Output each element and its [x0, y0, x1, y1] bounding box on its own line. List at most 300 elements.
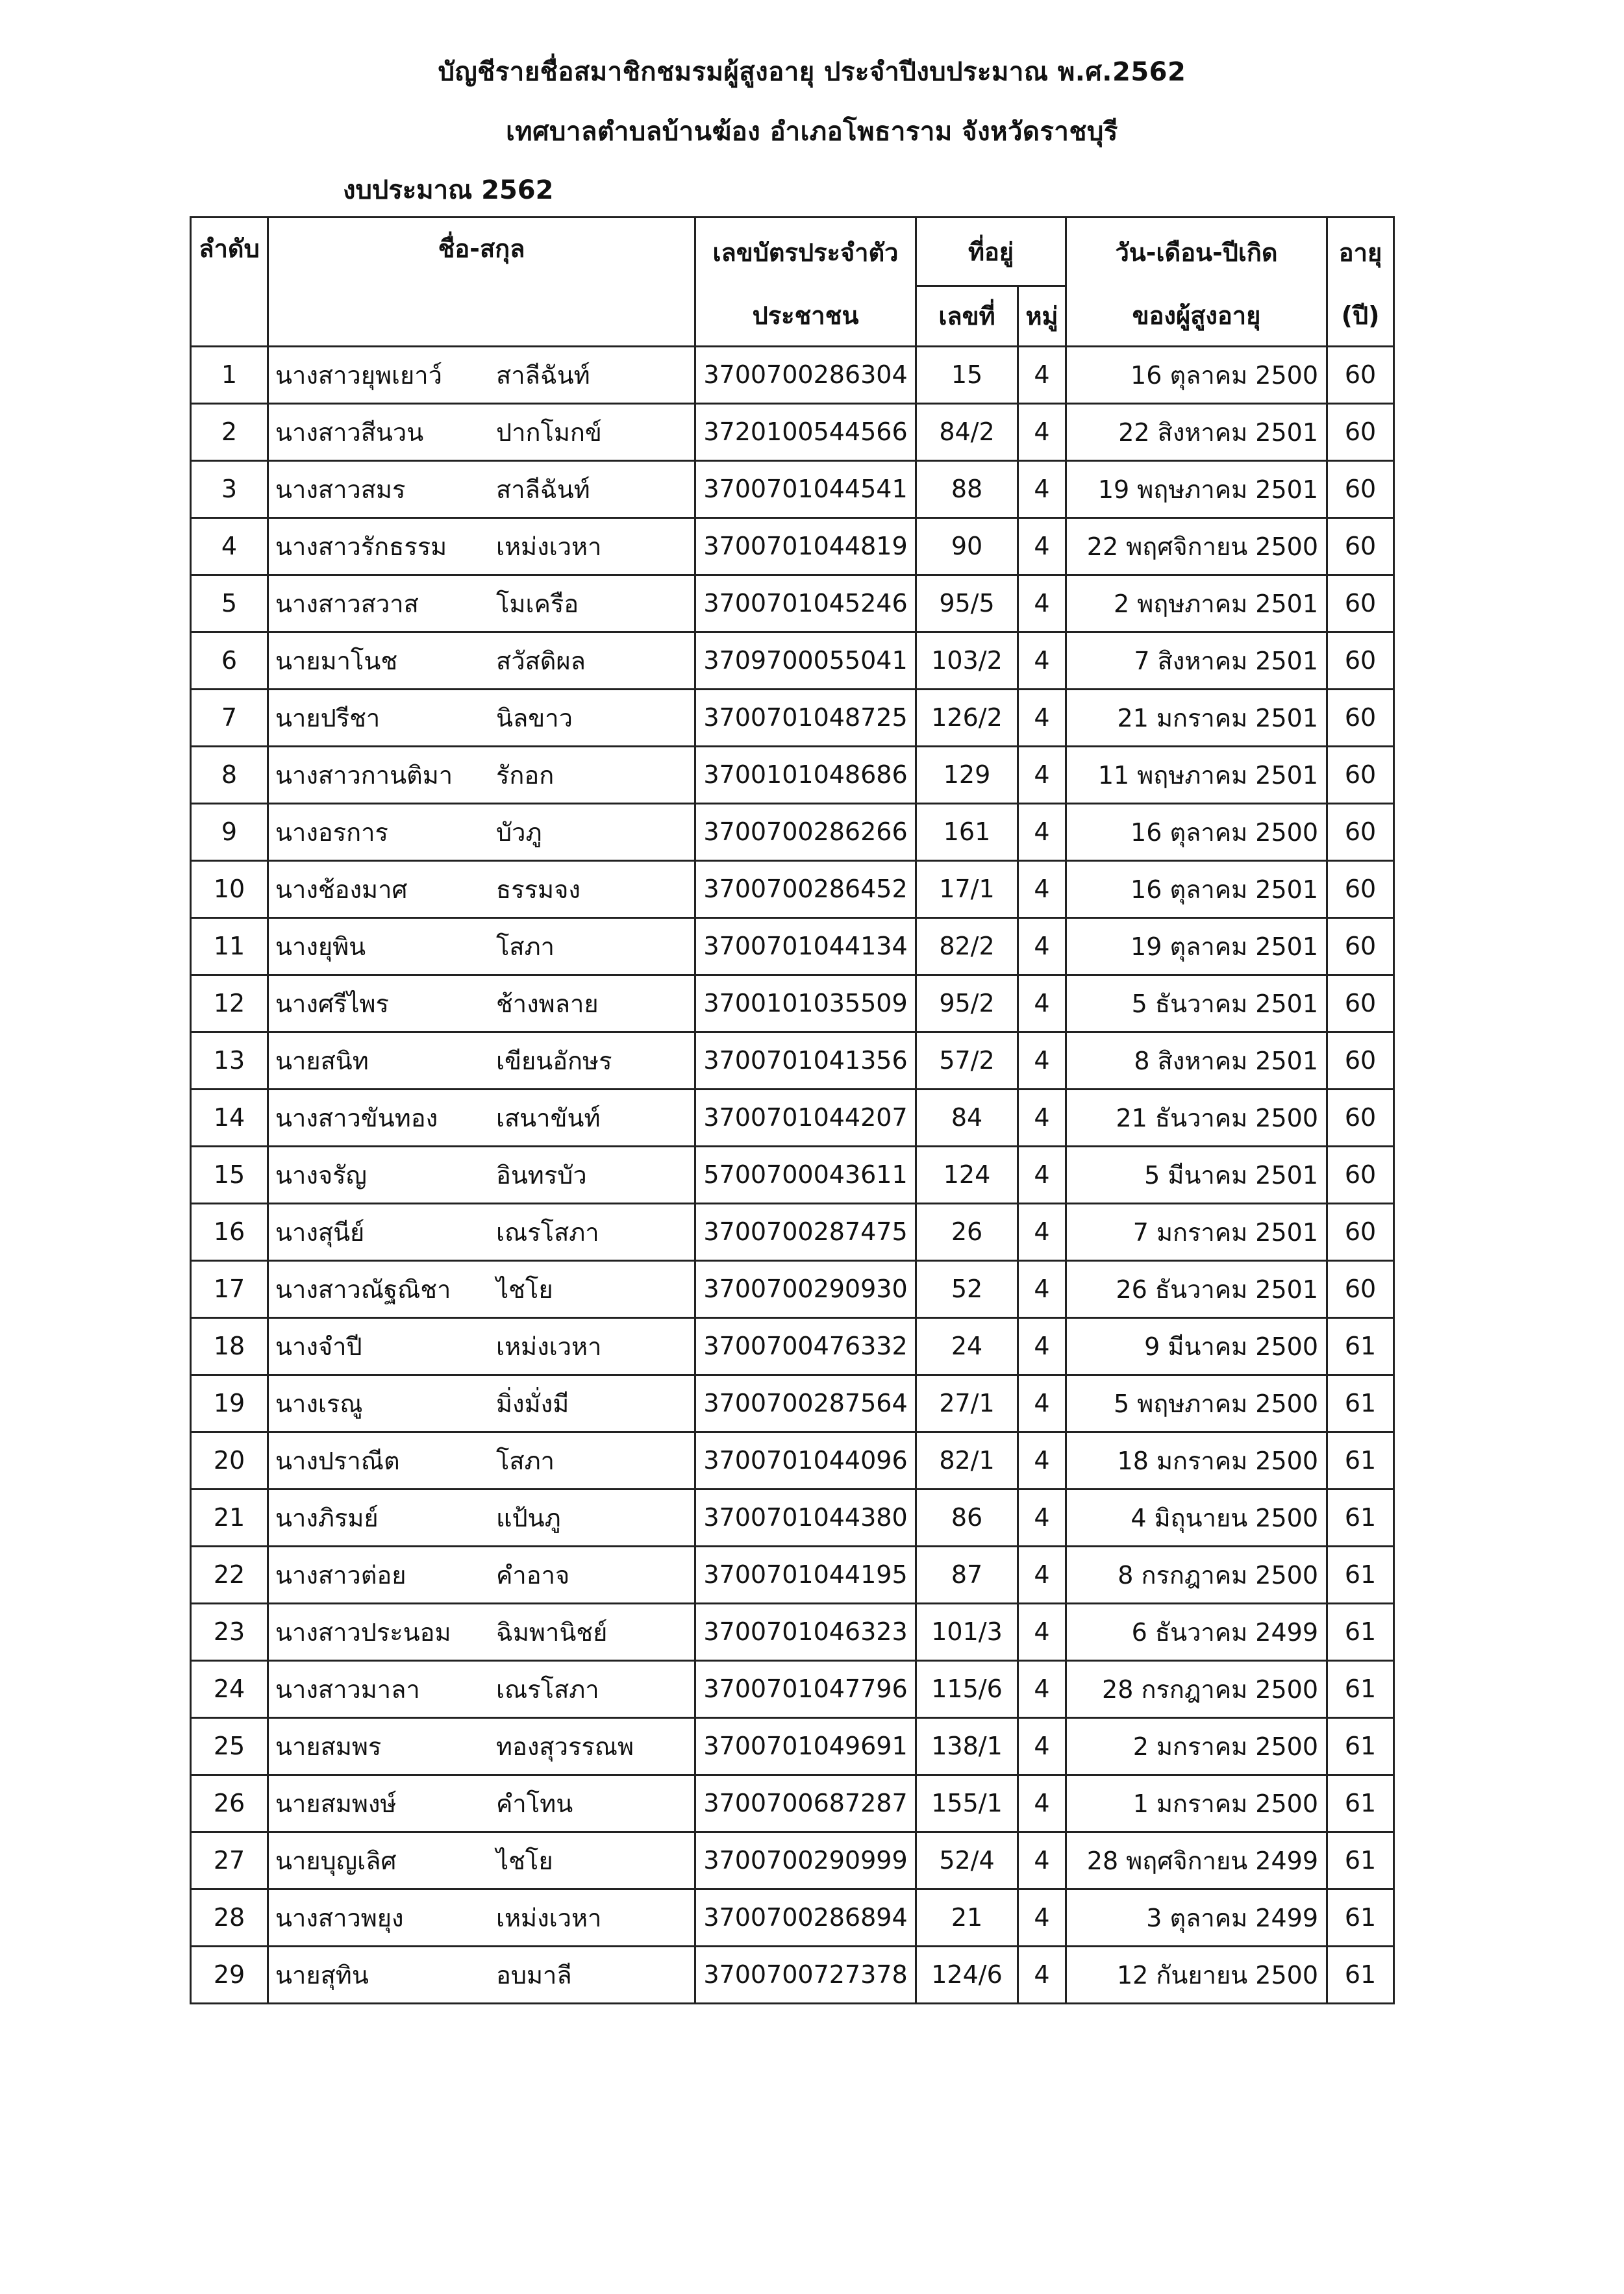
- last-name: เสนาขันท์: [496, 1103, 601, 1132]
- cell-dob: 8 กรกฎาคม 2500: [1066, 1546, 1327, 1603]
- table-row: [191, 860, 1394, 917]
- last-name: ธรรมจง: [496, 875, 581, 904]
- cell-id-number: 3709700055041: [695, 632, 916, 689]
- last-name: สาลีฉันท์: [496, 360, 590, 390]
- cell-age: 61: [1327, 1889, 1394, 1946]
- cell-dob: 7 สิงหาคม 2501: [1066, 632, 1327, 689]
- table-row: [191, 1032, 1394, 1089]
- header-id-line1: เลขบัตรประจำตัว: [695, 218, 916, 286]
- first-name: นางสาวสวาส: [275, 589, 419, 618]
- cell-order: 11: [191, 917, 268, 975]
- cell-house-no: 115/6: [916, 1660, 1018, 1717]
- first-name: นายสมพร: [275, 1732, 382, 1761]
- cell-age: 60: [1327, 860, 1394, 917]
- cell-name: [268, 517, 695, 575]
- first-name: นางศรีไพร: [275, 989, 389, 1018]
- cell-house-no: 17/1: [916, 860, 1018, 917]
- cell-moo: 4: [1018, 917, 1066, 975]
- cell-dob: 26 ธันวาคม 2501: [1066, 1260, 1327, 1317]
- cell-moo: 4: [1018, 1603, 1066, 1660]
- first-name: นายสมพงษ์: [275, 1789, 397, 1818]
- cell-dob: 19 ตุลาคม 2501: [1066, 917, 1327, 975]
- last-name: อบมาลี: [496, 1960, 572, 1989]
- last-name: สวัสดิผล: [496, 646, 586, 675]
- cell-age: 60: [1327, 460, 1394, 517]
- cell-dob: 5 มีนาคม 2501: [1066, 1146, 1327, 1203]
- last-name: เณรโสภา: [496, 1675, 599, 1704]
- cell-moo: 4: [1018, 632, 1066, 689]
- cell-age: 61: [1327, 1546, 1394, 1603]
- cell-moo: 4: [1018, 1660, 1066, 1717]
- cell-order: 26: [191, 1775, 268, 1832]
- first-name: นางสาวรักธรรม: [275, 532, 447, 561]
- cell-dob: 21 มกราคม 2501: [1066, 689, 1327, 746]
- last-name: เหม่งเวหา: [496, 1903, 602, 1932]
- cell-dob: 22 สิงหาคม 2501: [1066, 403, 1327, 460]
- last-name: โสภา: [496, 1446, 555, 1475]
- cell-id-number: 3700701044134: [695, 917, 916, 975]
- cell-dob: 18 มกราคม 2500: [1066, 1432, 1327, 1489]
- first-name: นางสาวยุพเยาว์: [275, 360, 442, 390]
- cell-moo: 4: [1018, 746, 1066, 803]
- cell-age: 60: [1327, 632, 1394, 689]
- table-row: [191, 1489, 1394, 1546]
- table-row: [191, 1946, 1394, 2003]
- table-row: [191, 1089, 1394, 1146]
- cell-dob: 2 มกราคม 2500: [1066, 1717, 1327, 1775]
- cell-moo: 4: [1018, 1946, 1066, 2003]
- cell-moo: 4: [1018, 460, 1066, 517]
- header-age-line1: อายุ: [1327, 218, 1394, 286]
- cell-order: 17: [191, 1260, 268, 1317]
- cell-house-no: 15: [916, 346, 1018, 403]
- cell-dob: 5 พฤษภาคม 2500: [1066, 1375, 1327, 1432]
- cell-name: [268, 803, 695, 860]
- last-name: ไชโย: [496, 1846, 553, 1875]
- first-name: นางสาวต่อย: [275, 1560, 406, 1590]
- cell-age: 60: [1327, 1089, 1394, 1146]
- table-row: [191, 975, 1394, 1032]
- cell-name: [268, 1546, 695, 1603]
- cell-order: 7: [191, 689, 268, 746]
- cell-name: [268, 1089, 695, 1146]
- header-order: ลำดับ: [191, 218, 268, 286]
- last-name: บัวภู: [496, 817, 542, 847]
- table-row: [191, 403, 1394, 460]
- cell-moo: 4: [1018, 346, 1066, 403]
- cell-age: 60: [1327, 346, 1394, 403]
- cell-name: [268, 1375, 695, 1432]
- last-name: โมเครือ: [496, 589, 579, 618]
- cell-dob: 11 พฤษภาคม 2501: [1066, 746, 1327, 803]
- cell-id-number: 3700700286894: [695, 1889, 916, 1946]
- first-name: นายปรีชา: [275, 703, 381, 732]
- table-row: [191, 575, 1394, 632]
- cell-house-no: 88: [916, 460, 1018, 517]
- last-name: รักอก: [496, 760, 555, 790]
- first-name: นางสาวสีนวน: [275, 418, 424, 447]
- cell-moo: 4: [1018, 1203, 1066, 1260]
- cell-house-no: 103/2: [916, 632, 1018, 689]
- cell-age: 60: [1327, 746, 1394, 803]
- cell-name: [268, 860, 695, 917]
- first-name: นางสาวณัฐณิชา: [275, 1275, 451, 1304]
- cell-id-number: 3700101048686: [695, 746, 916, 803]
- first-name: นางสาวขันทอง: [275, 1103, 438, 1132]
- cell-dob: 28 พฤศจิกายน 2499: [1066, 1832, 1327, 1889]
- header-house-no: เลขที่: [916, 286, 1018, 346]
- cell-moo: 4: [1018, 803, 1066, 860]
- cell-moo: 4: [1018, 1832, 1066, 1889]
- cell-name: [268, 1775, 695, 1832]
- cell-order: 15: [191, 1146, 268, 1203]
- table-row: [191, 1717, 1394, 1775]
- header-dob-line2: ของผู้สูงอายุ: [1066, 286, 1327, 346]
- cell-name: [268, 1832, 695, 1889]
- table-row: [191, 1375, 1394, 1432]
- cell-house-no: 82/1: [916, 1432, 1018, 1489]
- cell-age: 60: [1327, 1203, 1394, 1260]
- cell-age: 60: [1327, 575, 1394, 632]
- cell-dob: 19 พฤษภาคม 2501: [1066, 460, 1327, 517]
- first-name: นางสาวสมร: [275, 475, 406, 504]
- cell-dob: 6 ธันวาคม 2499: [1066, 1603, 1327, 1660]
- cell-age: 60: [1327, 403, 1394, 460]
- cell-order: 3: [191, 460, 268, 517]
- cell-name: [268, 1432, 695, 1489]
- first-name: นางจรัญ: [275, 1160, 367, 1190]
- cell-dob: 5 ธันวาคม 2501: [1066, 975, 1327, 1032]
- header-address: ที่อยู่: [916, 218, 1066, 286]
- cell-id-number: 3700701045246: [695, 575, 916, 632]
- cell-order: 25: [191, 1717, 268, 1775]
- cell-id-number: 3700101035509: [695, 975, 916, 1032]
- table-body: [191, 346, 1394, 2003]
- table-row: [191, 1146, 1394, 1203]
- table-row: [191, 1432, 1394, 1489]
- cell-house-no: 138/1: [916, 1717, 1018, 1775]
- cell-order: 14: [191, 1089, 268, 1146]
- cell-moo: 4: [1018, 575, 1066, 632]
- last-name: โสภา: [496, 932, 555, 961]
- cell-id-number: 3700700290999: [695, 1832, 916, 1889]
- first-name: นางยุพิน: [275, 932, 366, 961]
- cell-id-number: 3700701044096: [695, 1432, 916, 1489]
- cell-name: [268, 1203, 695, 1260]
- cell-moo: 4: [1018, 1889, 1066, 1946]
- cell-name: [268, 346, 695, 403]
- cell-id-number: 3700701044541: [695, 460, 916, 517]
- cell-age: 61: [1327, 1317, 1394, 1375]
- cell-moo: 4: [1018, 1546, 1066, 1603]
- table-row: [191, 1203, 1394, 1260]
- cell-house-no: 124: [916, 1146, 1018, 1203]
- cell-name: [268, 1317, 695, 1375]
- table-row: [191, 803, 1394, 860]
- last-name: คำอาจ: [496, 1560, 570, 1590]
- last-name: ช้างพลาย: [496, 989, 599, 1018]
- cell-house-no: 101/3: [916, 1603, 1018, 1660]
- cell-age: 61: [1327, 1775, 1394, 1832]
- cell-id-number: 3700701049691: [695, 1717, 916, 1775]
- cell-dob: 2 พฤษภาคม 2501: [1066, 575, 1327, 632]
- cell-moo: 4: [1018, 860, 1066, 917]
- cell-order: 6: [191, 632, 268, 689]
- last-name: มิ่งมั่งมี: [496, 1389, 569, 1418]
- cell-name: [268, 460, 695, 517]
- cell-id-number: 3700701044207: [695, 1089, 916, 1146]
- first-name: นางปราณีต: [275, 1446, 400, 1475]
- cell-moo: 4: [1018, 975, 1066, 1032]
- cell-id-number: 5700700043611: [695, 1146, 916, 1203]
- header-moo: หมู่: [1018, 286, 1066, 346]
- last-name: นิลขาว: [496, 703, 573, 732]
- cell-age: 61: [1327, 1717, 1394, 1775]
- cell-name: [268, 1489, 695, 1546]
- table-row: [191, 1546, 1394, 1603]
- cell-order: 10: [191, 860, 268, 917]
- cell-order: 23: [191, 1603, 268, 1660]
- cell-name: [268, 1946, 695, 2003]
- cell-house-no: 84/2: [916, 403, 1018, 460]
- cell-house-no: 95/2: [916, 975, 1018, 1032]
- cell-name: [268, 1660, 695, 1717]
- cell-id-number: 3700700286266: [695, 803, 916, 860]
- last-name: อินทรบัว: [496, 1160, 587, 1190]
- cell-house-no: 87: [916, 1546, 1018, 1603]
- first-name: นายสุทิน: [275, 1960, 369, 1989]
- cell-order: 13: [191, 1032, 268, 1089]
- cell-moo: 4: [1018, 689, 1066, 746]
- cell-house-no: 161: [916, 803, 1018, 860]
- cell-dob: 7 มกราคม 2501: [1066, 1203, 1327, 1260]
- first-name: นางอรการ: [275, 817, 388, 847]
- cell-dob: 21 ธันวาคม 2500: [1066, 1089, 1327, 1146]
- cell-id-number: 3700700476332: [695, 1317, 916, 1375]
- header-name-cont: [268, 286, 695, 346]
- table-row: [191, 1775, 1394, 1832]
- cell-order: 21: [191, 1489, 268, 1546]
- cell-moo: 4: [1018, 1432, 1066, 1489]
- cell-id-number: 3700701048725: [695, 689, 916, 746]
- table-header: [191, 218, 1394, 347]
- cell-house-no: 124/6: [916, 1946, 1018, 2003]
- table-row: [191, 689, 1394, 746]
- first-name: นายสนิท: [275, 1046, 369, 1075]
- cell-moo: 4: [1018, 403, 1066, 460]
- cell-moo: 4: [1018, 1032, 1066, 1089]
- table-row: [191, 632, 1394, 689]
- cell-age: 60: [1327, 689, 1394, 746]
- table-row: [191, 1832, 1394, 1889]
- cell-house-no: 57/2: [916, 1032, 1018, 1089]
- last-name: แป้นภู: [496, 1503, 561, 1532]
- budget-label: งบประมาณ 2562: [343, 175, 554, 205]
- cell-order: 28: [191, 1889, 268, 1946]
- header-id-line2: ประชาชน: [695, 286, 916, 346]
- last-name: เณรโสภา: [496, 1217, 599, 1247]
- table-row: [191, 1889, 1394, 1946]
- cell-id-number: 3700701044819: [695, 517, 916, 575]
- cell-moo: 4: [1018, 1260, 1066, 1317]
- first-name: นางสาวมาลา: [275, 1675, 420, 1704]
- cell-house-no: 21: [916, 1889, 1018, 1946]
- cell-age: 60: [1327, 917, 1394, 975]
- cell-dob: 8 สิงหาคม 2501: [1066, 1032, 1327, 1089]
- cell-house-no: 95/5: [916, 575, 1018, 632]
- cell-id-number: 3700700727378: [695, 1946, 916, 2003]
- cell-order: 22: [191, 1546, 268, 1603]
- table-row: [191, 346, 1394, 403]
- table-row: [191, 1317, 1394, 1375]
- header-name: ชื่อ-สกุล: [268, 218, 695, 286]
- cell-age: 61: [1327, 1375, 1394, 1432]
- cell-house-no: 129: [916, 746, 1018, 803]
- first-name: นายมาโนช: [275, 646, 398, 675]
- cell-age: 60: [1327, 803, 1394, 860]
- cell-id-number: 3700700286452: [695, 860, 916, 917]
- cell-house-no: 52/4: [916, 1832, 1018, 1889]
- last-name: เหม่งเวหา: [496, 532, 602, 561]
- cell-age: 61: [1327, 1603, 1394, 1660]
- cell-age: 60: [1327, 1260, 1394, 1317]
- document-title: บัญชีรายชื่อสมาชิกชมรมผู้สูงอายุ ประจำปีงบประมาณ พ.ศ.2562: [438, 57, 1186, 87]
- cell-moo: 4: [1018, 1375, 1066, 1432]
- cell-dob: 9 มีนาคม 2500: [1066, 1317, 1327, 1375]
- table-row: [191, 917, 1394, 975]
- cell-age: 61: [1327, 1489, 1394, 1546]
- cell-dob: 3 ตุลาคม 2499: [1066, 1889, 1327, 1946]
- cell-id-number: 3700701044195: [695, 1546, 916, 1603]
- cell-house-no: 90: [916, 517, 1018, 575]
- cell-id-number: 3700700287564: [695, 1375, 916, 1432]
- cell-name: [268, 975, 695, 1032]
- cell-id-number: 3700700286304: [695, 346, 916, 403]
- last-name: ฉิมพานิชย์: [496, 1617, 608, 1647]
- cell-dob: 1 มกราคม 2500: [1066, 1775, 1327, 1832]
- cell-house-no: 84: [916, 1089, 1018, 1146]
- table-row: [191, 1260, 1394, 1317]
- cell-order: 20: [191, 1432, 268, 1489]
- table-row: [191, 746, 1394, 803]
- last-name: เขียนอักษร: [496, 1046, 612, 1075]
- first-name: นางสาวประนอม: [275, 1617, 451, 1647]
- cell-dob: 16 ตุลาคม 2500: [1066, 346, 1327, 403]
- cell-name: [268, 1260, 695, 1317]
- cell-name: [268, 1146, 695, 1203]
- cell-order: 16: [191, 1203, 268, 1260]
- cell-house-no: 27/1: [916, 1375, 1018, 1432]
- table-row: [191, 460, 1394, 517]
- cell-order: 2: [191, 403, 268, 460]
- cell-house-no: 26: [916, 1203, 1018, 1260]
- cell-moo: 4: [1018, 1489, 1066, 1546]
- table-row: [191, 517, 1394, 575]
- last-name: สาลีฉันท์: [496, 475, 590, 504]
- cell-house-no: 155/1: [916, 1775, 1018, 1832]
- first-name: นางสาวพยุง: [275, 1903, 404, 1932]
- cell-name: [268, 1889, 695, 1946]
- first-name: นางสาวกานติมา: [275, 760, 453, 790]
- cell-age: 61: [1327, 1832, 1394, 1889]
- cell-name: [268, 917, 695, 975]
- cell-age: 61: [1327, 1660, 1394, 1717]
- cell-age: 61: [1327, 1432, 1394, 1489]
- cell-order: 5: [191, 575, 268, 632]
- cell-age: 60: [1327, 517, 1394, 575]
- cell-dob: 22 พฤศจิกายน 2500: [1066, 517, 1327, 575]
- cell-dob: 16 ตุลาคม 2501: [1066, 860, 1327, 917]
- cell-name: [268, 746, 695, 803]
- cell-id-number: 3700701041356: [695, 1032, 916, 1089]
- cell-order: 19: [191, 1375, 268, 1432]
- last-name: ทองสุวรรณพ: [496, 1732, 634, 1761]
- cell-name: [268, 1603, 695, 1660]
- cell-house-no: 126/2: [916, 689, 1018, 746]
- cell-order: 12: [191, 975, 268, 1032]
- cell-moo: 4: [1018, 1717, 1066, 1775]
- first-name: นางสุนีย์: [275, 1217, 365, 1247]
- cell-id-number: 3700701047796: [695, 1660, 916, 1717]
- cell-age: 61: [1327, 1946, 1394, 2003]
- header-order-cont: [191, 286, 268, 346]
- cell-moo: 4: [1018, 1089, 1066, 1146]
- header-dob-line1: วัน-เดือน-ปีเกิด: [1066, 218, 1327, 286]
- cell-dob: 28 กรกฎาคม 2500: [1066, 1660, 1327, 1717]
- cell-age: 60: [1327, 1146, 1394, 1203]
- document-subtitle: เทศบาลตำบลบ้านฆ้อง อำเภอโพธาราม จังหวัดราชบุรี: [506, 117, 1118, 147]
- cell-house-no: 24: [916, 1317, 1018, 1375]
- cell-order: 29: [191, 1946, 268, 2003]
- cell-moo: 4: [1018, 1775, 1066, 1832]
- cell-name: [268, 632, 695, 689]
- first-name: นางจำปี: [275, 1332, 362, 1361]
- cell-dob: 12 กันยายน 2500: [1066, 1946, 1327, 2003]
- cell-age: 60: [1327, 975, 1394, 1032]
- cell-age: 60: [1327, 1032, 1394, 1089]
- cell-order: 1: [191, 346, 268, 403]
- first-name: นายบุญเลิศ: [275, 1846, 397, 1875]
- cell-moo: 4: [1018, 1146, 1066, 1203]
- cell-moo: 4: [1018, 517, 1066, 575]
- cell-moo: 4: [1018, 1317, 1066, 1375]
- last-name: เหม่งเวหา: [496, 1332, 602, 1361]
- cell-order: 4: [191, 517, 268, 575]
- cell-name: [268, 1032, 695, 1089]
- cell-order: 24: [191, 1660, 268, 1717]
- table-row: [191, 1660, 1394, 1717]
- cell-order: 18: [191, 1317, 268, 1375]
- cell-dob: 16 ตุลาคม 2500: [1066, 803, 1327, 860]
- cell-house-no: 82/2: [916, 917, 1018, 975]
- cell-name: [268, 1717, 695, 1775]
- cell-id-number: 3720100544566: [695, 403, 916, 460]
- first-name: นางช้องมาศ: [275, 875, 408, 904]
- last-name: ไชโย: [496, 1275, 553, 1304]
- cell-id-number: 3700701044380: [695, 1489, 916, 1546]
- cell-order: 8: [191, 746, 268, 803]
- cell-id-number: 3700700290930: [695, 1260, 916, 1317]
- cell-name: [268, 403, 695, 460]
- members-table: [190, 216, 1395, 2004]
- first-name: นางเรณู: [275, 1389, 363, 1418]
- cell-name: [268, 575, 695, 632]
- cell-id-number: 3700700287475: [695, 1203, 916, 1260]
- table-row: [191, 1603, 1394, 1660]
- cell-house-no: 52: [916, 1260, 1018, 1317]
- cell-name: [268, 689, 695, 746]
- header-age-line2: (ปี): [1327, 286, 1394, 346]
